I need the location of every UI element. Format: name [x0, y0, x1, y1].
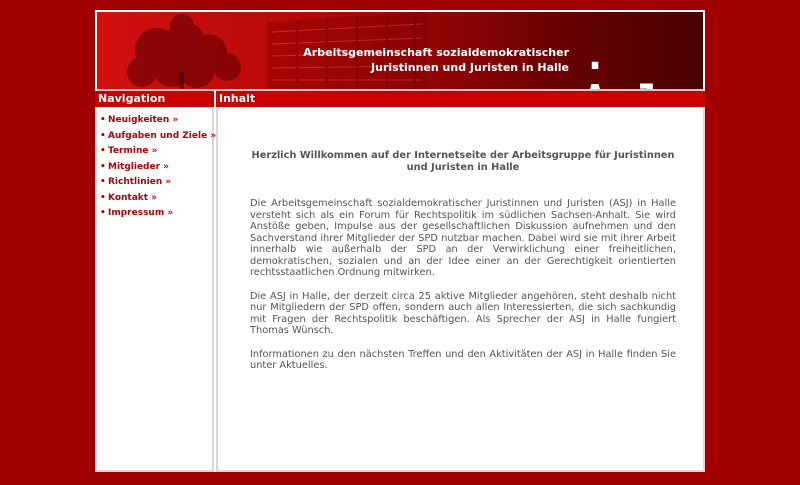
nav-item-mitglieder: [97, 160, 212, 176]
nav-item-aufgaben: [97, 129, 217, 145]
nav-item-termine: [97, 144, 212, 160]
page-container: [95, 10, 705, 472]
content-heading: Inhalt: [216, 91, 705, 107]
bullet-icon: •: [100, 192, 106, 203]
bullet-icon: •: [100, 161, 106, 172]
navigation-panel: [95, 107, 217, 472]
nav-link-aufgaben-und-ziele[interactable]: Aufgaben und Ziele »: [108, 130, 217, 141]
bullet-icon: •: [100, 130, 106, 141]
welcome-title: Herzlich Willkommen auf der Internetseite der Arbeitsgruppe für Juristinnen und Juristen in Halle: [251, 150, 675, 173]
organization-name: [303, 45, 569, 75]
nav-link-impressum[interactable]: Impressum »: [108, 208, 174, 218]
nav-link-termine[interactable]: Termine »: [108, 146, 158, 156]
nav-item-impressum: [97, 206, 212, 222]
nav-item-neuigkeiten: [97, 113, 212, 129]
intro-paragraph: Die Arbeitsgemeinschaft sozialdemokratischer Juristinnen und Juristen (ASJ) in Halle versteht sich als ein Forum für Rechtspolitik im südlichen Sachsen-Anhalt. Sie wird Anstöße geben, Impulse aus der gesellschaftlichen Diskussion aufnehmen und den Sachverstand ihrer Mitglieder der SPD nutzbar machen. Dabei wird sie mit ihrer Arbeit innerhalb wie außerhalb der SPD an der Verwirklichung einer freiheitlichen, demokratischen, sozialen und an der Idee einer an der Gerechtigkeit orientierten rechtsstaatlichen Ordnung mitwirken.: [250, 198, 676, 278]
nav-link-kontakt[interactable]: Kontakt »: [108, 192, 158, 203]
bullet-icon: •: [100, 208, 106, 218]
nav-link-richtlinien[interactable]: Richtlinien »: [108, 177, 172, 187]
asj-logo[interactable]: .: [583, 33, 609, 79]
navigation-heading: Navigation: [95, 91, 214, 107]
nav-link-mitglieder[interactable]: Mitglieder »: [108, 161, 169, 172]
bullet-icon: •: [100, 115, 106, 125]
content-panel: [216, 107, 705, 472]
navigation-list: [97, 113, 217, 222]
content-body: [250, 150, 676, 384]
nav-item-kontakt: [97, 191, 212, 207]
organization-name-line2: Juristinnen und Juristen in Halle: [371, 61, 569, 74]
nav-item-richtlinien: [97, 175, 212, 191]
info-paragraph: Informationen zu den nächsten Treffen und den Aktivitäten der ASJ in Halle finden Sie unter Aktuelles.: [250, 348, 676, 371]
bullet-icon: •: [100, 146, 106, 156]
header-banner: [97, 12, 703, 89]
nav-link-neuigkeiten[interactable]: Neuigkeiten »: [108, 115, 179, 125]
bullet-icon: •: [100, 177, 106, 187]
organization-name-line1: Arbeitsgemeinschaft sozialdemokratischer: [303, 46, 569, 59]
membership-paragraph: Die ASJ in Halle, der derzeit circa 25 aktive Mitglieder angehören, steht deshalb nicht nur Mitgliedern der SPD offen, sondern auch allen Interessierten, die sich sachkundig mit Fragen der Rechtspolitik beschäftigen. Als Sprecher der ASJ in Halle fungiert Thomas Wünsch.: [250, 290, 676, 336]
